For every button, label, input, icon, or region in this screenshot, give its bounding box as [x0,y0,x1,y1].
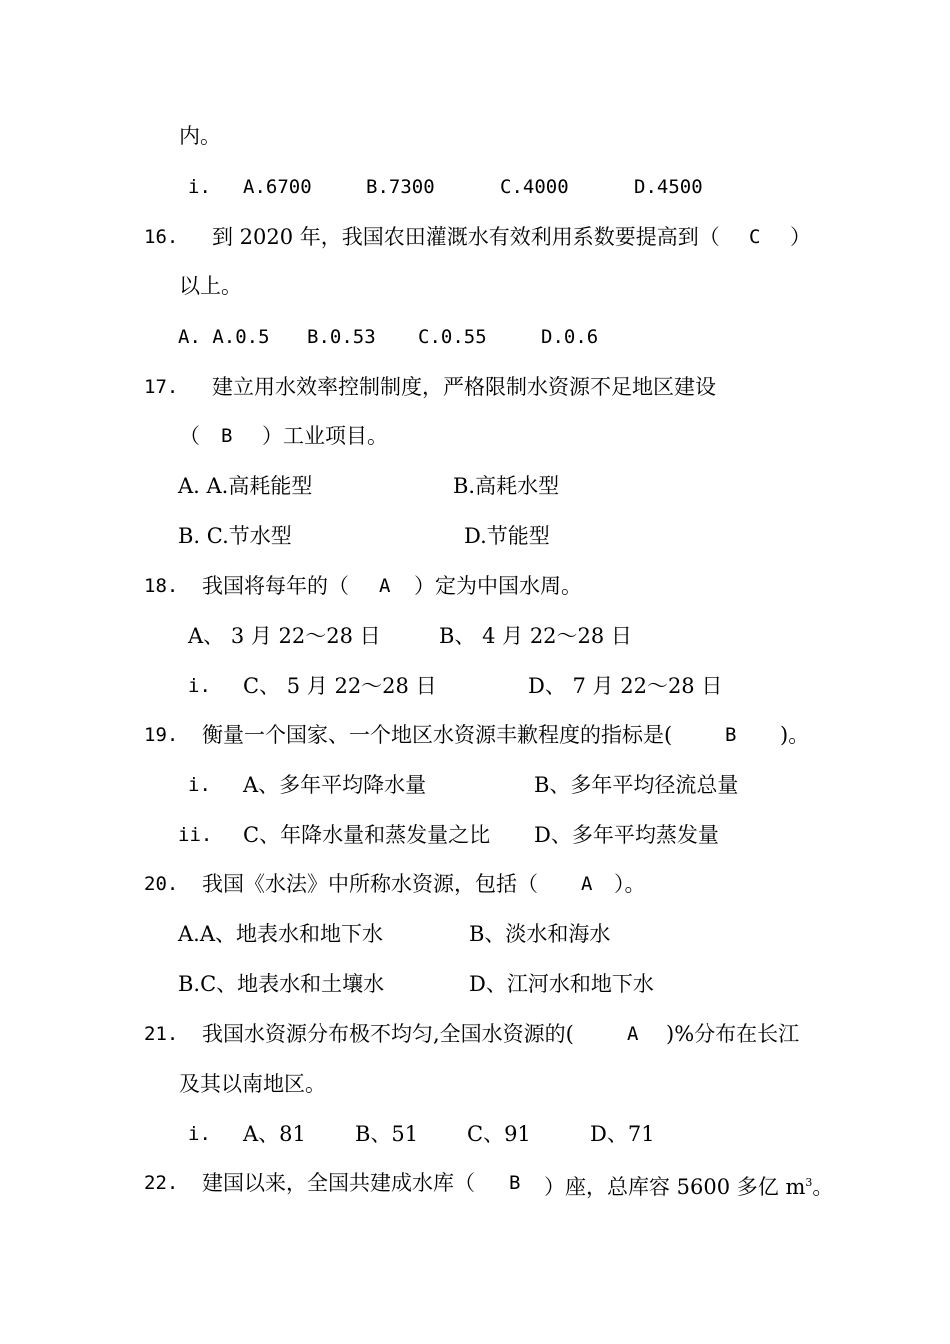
option-marker: ii. [178,824,213,846]
option-b: B.0.53 [307,326,376,348]
superscript: 3 [805,1176,813,1189]
question-text: 衡量一个国家、一个地区水资源丰歉程度的指标是( [202,723,673,747]
question-text-end: )。 [780,723,810,747]
option-d: D、 7 月 22～28 日 [528,674,723,698]
option-a: A. A.高耗能型 [178,474,313,498]
option-marker: i. [188,675,211,697]
option-c: C.0.55 [418,326,487,348]
question-text: 我国《水法》中所称水资源，包括（ [202,872,538,896]
answer: A [581,873,593,895]
option-b: B.高耗水型 [453,474,560,498]
answer: B [509,1172,521,1194]
question-text-end-main: ）座，总库容 5600 多亿 m [544,1175,806,1199]
option-c: B.C、地表水和土壤水 [178,972,385,996]
answer: A [627,1023,639,1045]
option-a: A、 3 月 22～28 日 [188,624,381,648]
question-number: 20. [144,873,179,895]
question-text-end: ） [790,225,811,249]
option-d: D、江河水和地下水 [469,972,654,996]
option-c: C、年降水量和蒸发量之比 [243,823,491,847]
option-b: B、多年平均径流总量 [534,773,739,797]
option-marker: i. [188,774,211,796]
option-a: A、多年平均降水量 [243,773,427,797]
option-a: A.A、地表水和地下水 [178,922,384,946]
paren-open: （ [179,424,200,448]
option-d: D、71 [590,1122,655,1146]
question-text: 建立用水效率控制制度，严格限制水资源不足地区建设 [212,375,716,399]
question-number: 17. [144,376,179,398]
option-a: A. A.0.5 [178,326,270,348]
option-b: B、 4 月 22～28 日 [439,624,632,648]
option-c: B. C.节水型 [178,524,292,548]
option-c: C、91 [467,1122,531,1146]
question-text-cont: ）工业项目。 [262,424,388,448]
option-marker: i. [188,176,211,198]
question-text-end: ）。 [614,872,646,896]
answer: B [221,425,233,447]
question-text: 我国将每年的（ [202,574,349,598]
option-b: B.7300 [366,176,435,198]
answer: B [725,724,737,746]
option-c: C.4000 [500,176,569,198]
option-d: D.节能型 [464,524,550,548]
question-text: 建国以来，全国共建成水库（ [202,1171,475,1195]
option-a: A、81 [243,1122,306,1146]
question-number: 22. [144,1172,179,1194]
option-b: B、淡水和海水 [469,922,611,946]
option-d: D.0.6 [541,326,599,348]
period: 。 [812,1175,834,1199]
option-marker: i. [188,1123,211,1145]
question-text-end: )%分布在长江 [666,1022,800,1046]
question-text-end: ）定为中国水周。 [414,574,582,598]
question-number: 21. [144,1023,179,1045]
question-text-cont: 及其以南地区。 [179,1072,326,1096]
question-text: 到 2020 年，我国农田灌溉水有效利用系数要提高到（ [212,225,720,249]
text-line: 内。 [179,124,221,148]
answer: A [379,575,391,597]
option-a: A.6700 [243,176,312,198]
answer: C [749,226,761,248]
question-text: 我国水资源分布极不均匀,全国水资源的( [202,1022,574,1046]
question-number: 19. [144,724,179,746]
question-number: 16. [144,226,179,248]
question-number: 18. [144,575,179,597]
question-text-end [544,1169,833,1201]
option-c: C、 5 月 22～28 日 [243,674,437,698]
option-d: D、多年平均蒸发量 [534,823,719,847]
question-text-cont: 以上。 [179,274,242,298]
option-b: B、51 [355,1122,419,1146]
option-d: D.4500 [634,176,703,198]
